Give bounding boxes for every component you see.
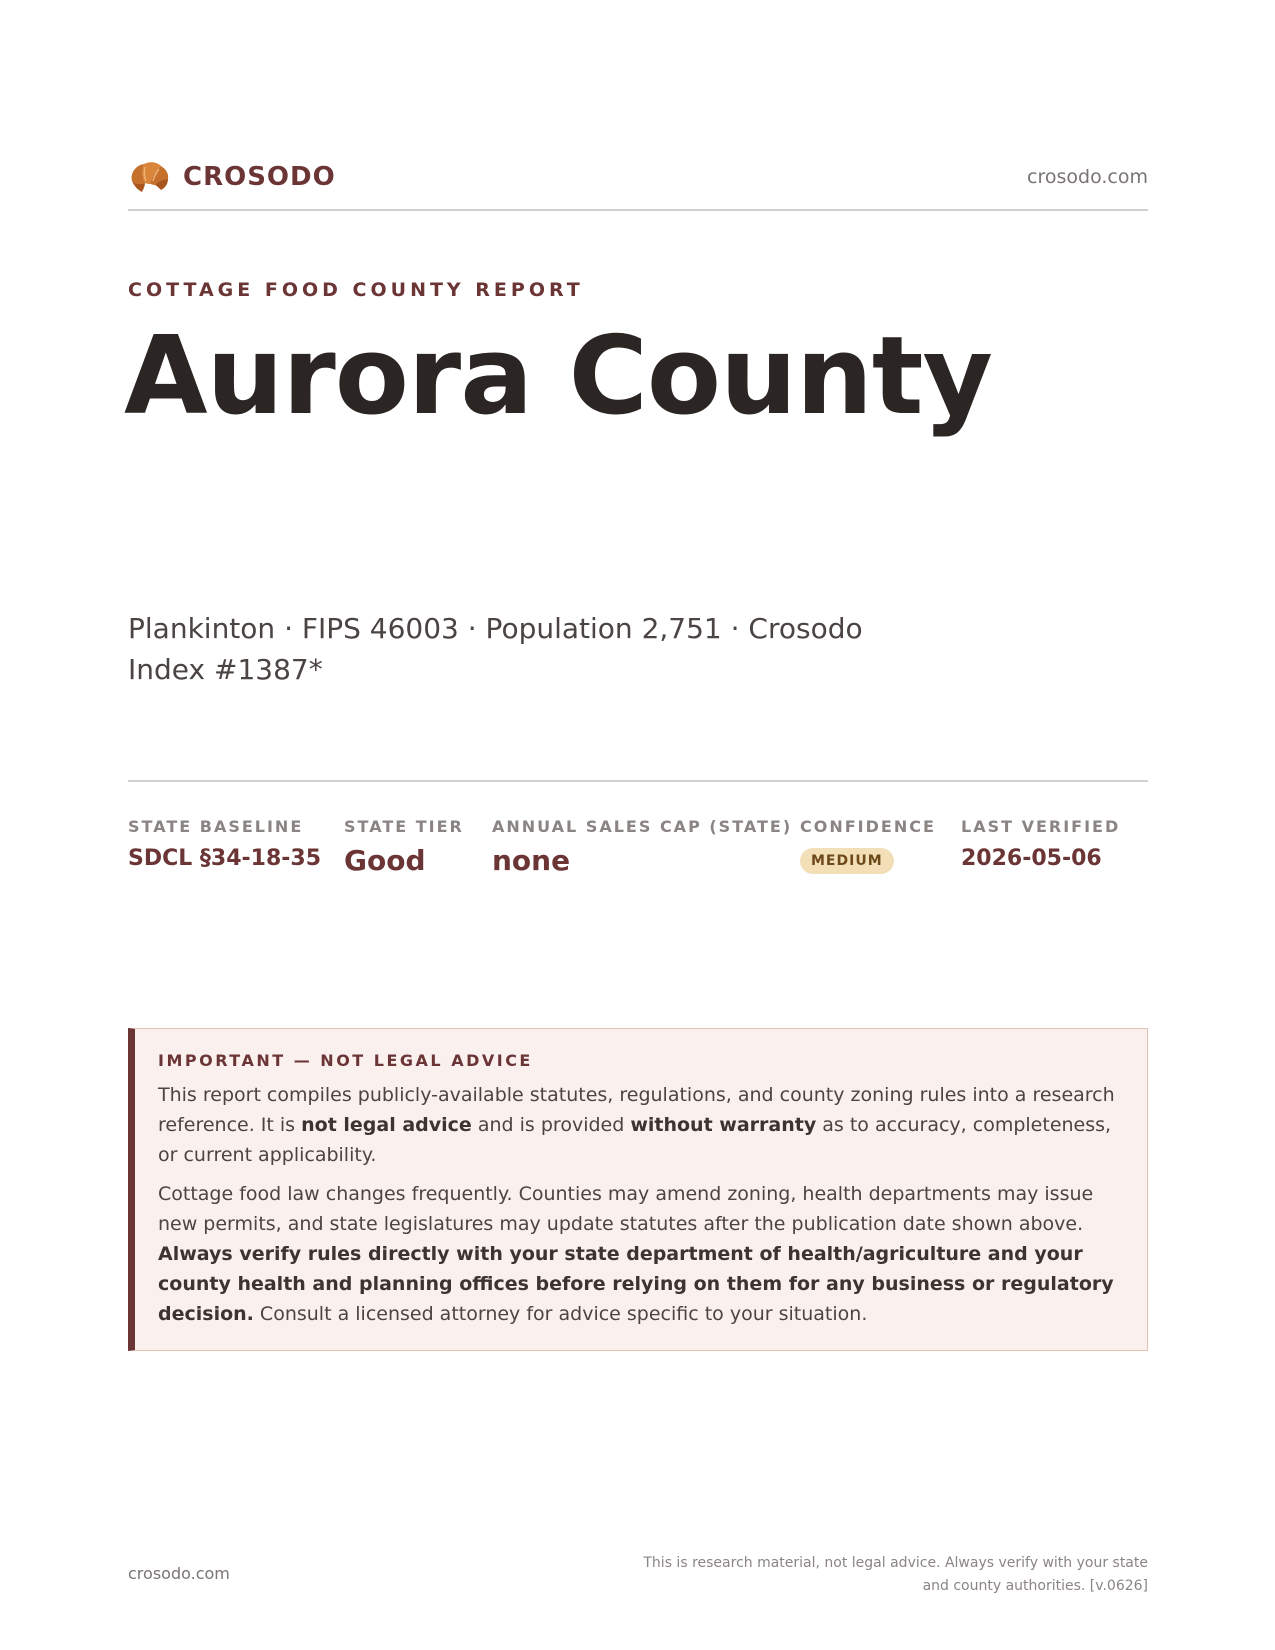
county-subline: Plankinton · FIPS 46003 · Population 2,751 · Crosodo Index #1387* [128, 612, 863, 686]
disclaimer-title: IMPORTANT — NOT LEGAL ADVICE [158, 1051, 533, 1070]
stat-label: CONFIDENCE [800, 817, 936, 836]
stat-label: STATE TIER [344, 817, 464, 836]
disclaimer-text: Consult a licensed attorney for advice specific to your situation. [253, 1303, 868, 1325]
stat-confidence [800, 817, 936, 874]
page-title: Aurora County [124, 314, 992, 439]
brand-name: CROSODO [183, 162, 336, 192]
site-link[interactable]: crosodo.com [1027, 166, 1148, 188]
stat-value: none [492, 844, 571, 877]
disclaimer-emphasis: not legal advice [301, 1114, 472, 1136]
footer-disclaimer-line: This is research material, not legal advice. Always verify with your state [643, 1555, 1148, 1571]
report-eyebrow: COTTAGE FOOD COUNTY REPORT [128, 279, 584, 301]
report-page [124, 0, 1148, 1650]
disclaimer-text: Cottage food law changes frequently. Counties may amend zoning, health departments may issue new permits, and state legislatures may update statutes after the publication date shown above. [158, 1183, 1094, 1235]
stat-last-verified [961, 817, 1120, 871]
croissant-icon [128, 157, 172, 197]
footer-site[interactable]: crosodo.com [128, 1564, 230, 1583]
stat-value: Good [344, 844, 426, 877]
disclaimer-text: and is provided [471, 1114, 631, 1136]
disclaimer-emphasis: Always verify rules directly with your state department of health/agriculture and your county health and planning offices before relying on them for any business or regulatory decision. [158, 1243, 1114, 1325]
legal-disclaimer [128, 1028, 1148, 1351]
confidence-badge: MEDIUM [800, 848, 894, 874]
footer-disclaimer [608, 1552, 1148, 1598]
disclaimer-text: This report compiles publicly-available statutes, regulations, and county zoning rules into a research reference. It is [158, 1084, 1115, 1136]
brand[interactable] [128, 157, 336, 197]
stat-value: 2026-05-06 [961, 846, 1102, 871]
stat-label: STATE BASELINE [128, 817, 304, 836]
header-divider [128, 209, 1148, 211]
stat-state-baseline [128, 817, 321, 871]
stat-annual-sales-cap [492, 817, 792, 877]
disclaimer-paragraph-2 [158, 1179, 1121, 1329]
footer-disclaimer-line: and county authorities. [v.0626] [922, 1578, 1148, 1594]
stat-value: SDCL §34-18-35 [128, 846, 322, 871]
disclaimer-paragraph-1 [158, 1080, 1121, 1170]
stats-divider [128, 780, 1148, 782]
stat-label: LAST VERIFIED [961, 817, 1121, 836]
disclaimer-text: as to accuracy, completeness, or current applicability. [158, 1114, 1112, 1166]
stat-label: ANNUAL SALES CAP (STATE) [492, 817, 793, 836]
stat-state-tier [344, 817, 464, 877]
disclaimer-emphasis: without warranty [630, 1114, 817, 1136]
